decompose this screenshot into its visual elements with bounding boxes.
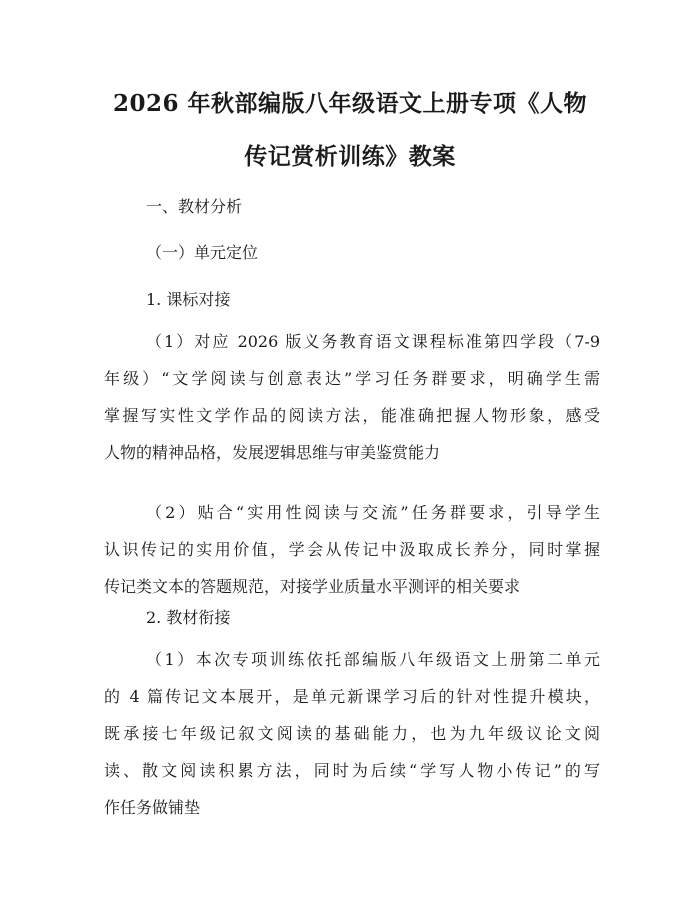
paragraph-line: （1）本次专项训练依托部编版八年级语文上册第二单元 (146, 650, 600, 669)
subsection-heading-unit-positioning: （一）单元定位 (146, 243, 259, 262)
paragraph-line: （1）对应 2026 版义务教育语文课程标准第四学段（7-9 (146, 332, 600, 351)
paragraph-line: 人物的精神品格，发展逻辑思维与审美鉴赏能力 (104, 443, 441, 462)
paragraph-line: 传记类文本的答题规范，对接学业质量水平测评的相关要求 (104, 577, 521, 596)
item-heading-textbook-connection: 2. 教材衔接 (146, 608, 231, 627)
document-title-line-2: 传记赏析训练》教案 (244, 143, 456, 170)
paragraph-line: 读、散文阅读积累方法，同时为后续“学写人物小传记”的写 (104, 761, 600, 780)
paragraph-line: 既承接七年级记叙文阅读的基础能力，也为九年级议论文阅 (104, 724, 600, 743)
paragraph-curriculum-1 (104, 323, 600, 471)
paragraph-line: 作任务做铺垫 (104, 798, 201, 817)
paragraph-line: （2）贴合“实用性阅读与交流”任务群要求，引导学生 (146, 503, 600, 522)
section-heading-textbook-analysis: 一、教材分析 (146, 197, 243, 216)
paragraph-curriculum-2 (104, 494, 600, 605)
paragraph-line: 掌握写实性文学作品的阅读方法，能准确把握人物形象，感受 (104, 406, 600, 425)
paragraph-line: 的 4 篇传记文本展开，是单元新课学习后的针对性提升模块， (104, 687, 600, 706)
paragraph-line: 年级）“文学阅读与创意表达”学习任务群要求，明确学生需 (104, 369, 600, 388)
document-title-line-1: 2026 年秋部编版八年级语文上册专项《人物 (112, 90, 588, 117)
paragraph-line: 认识传记的实用价值，学会从传记中汲取成长养分，同时掌握 (104, 540, 600, 559)
paragraph-textbook-connection-1 (104, 641, 600, 826)
item-heading-curriculum-alignment: 1. 课标对接 (146, 290, 231, 309)
